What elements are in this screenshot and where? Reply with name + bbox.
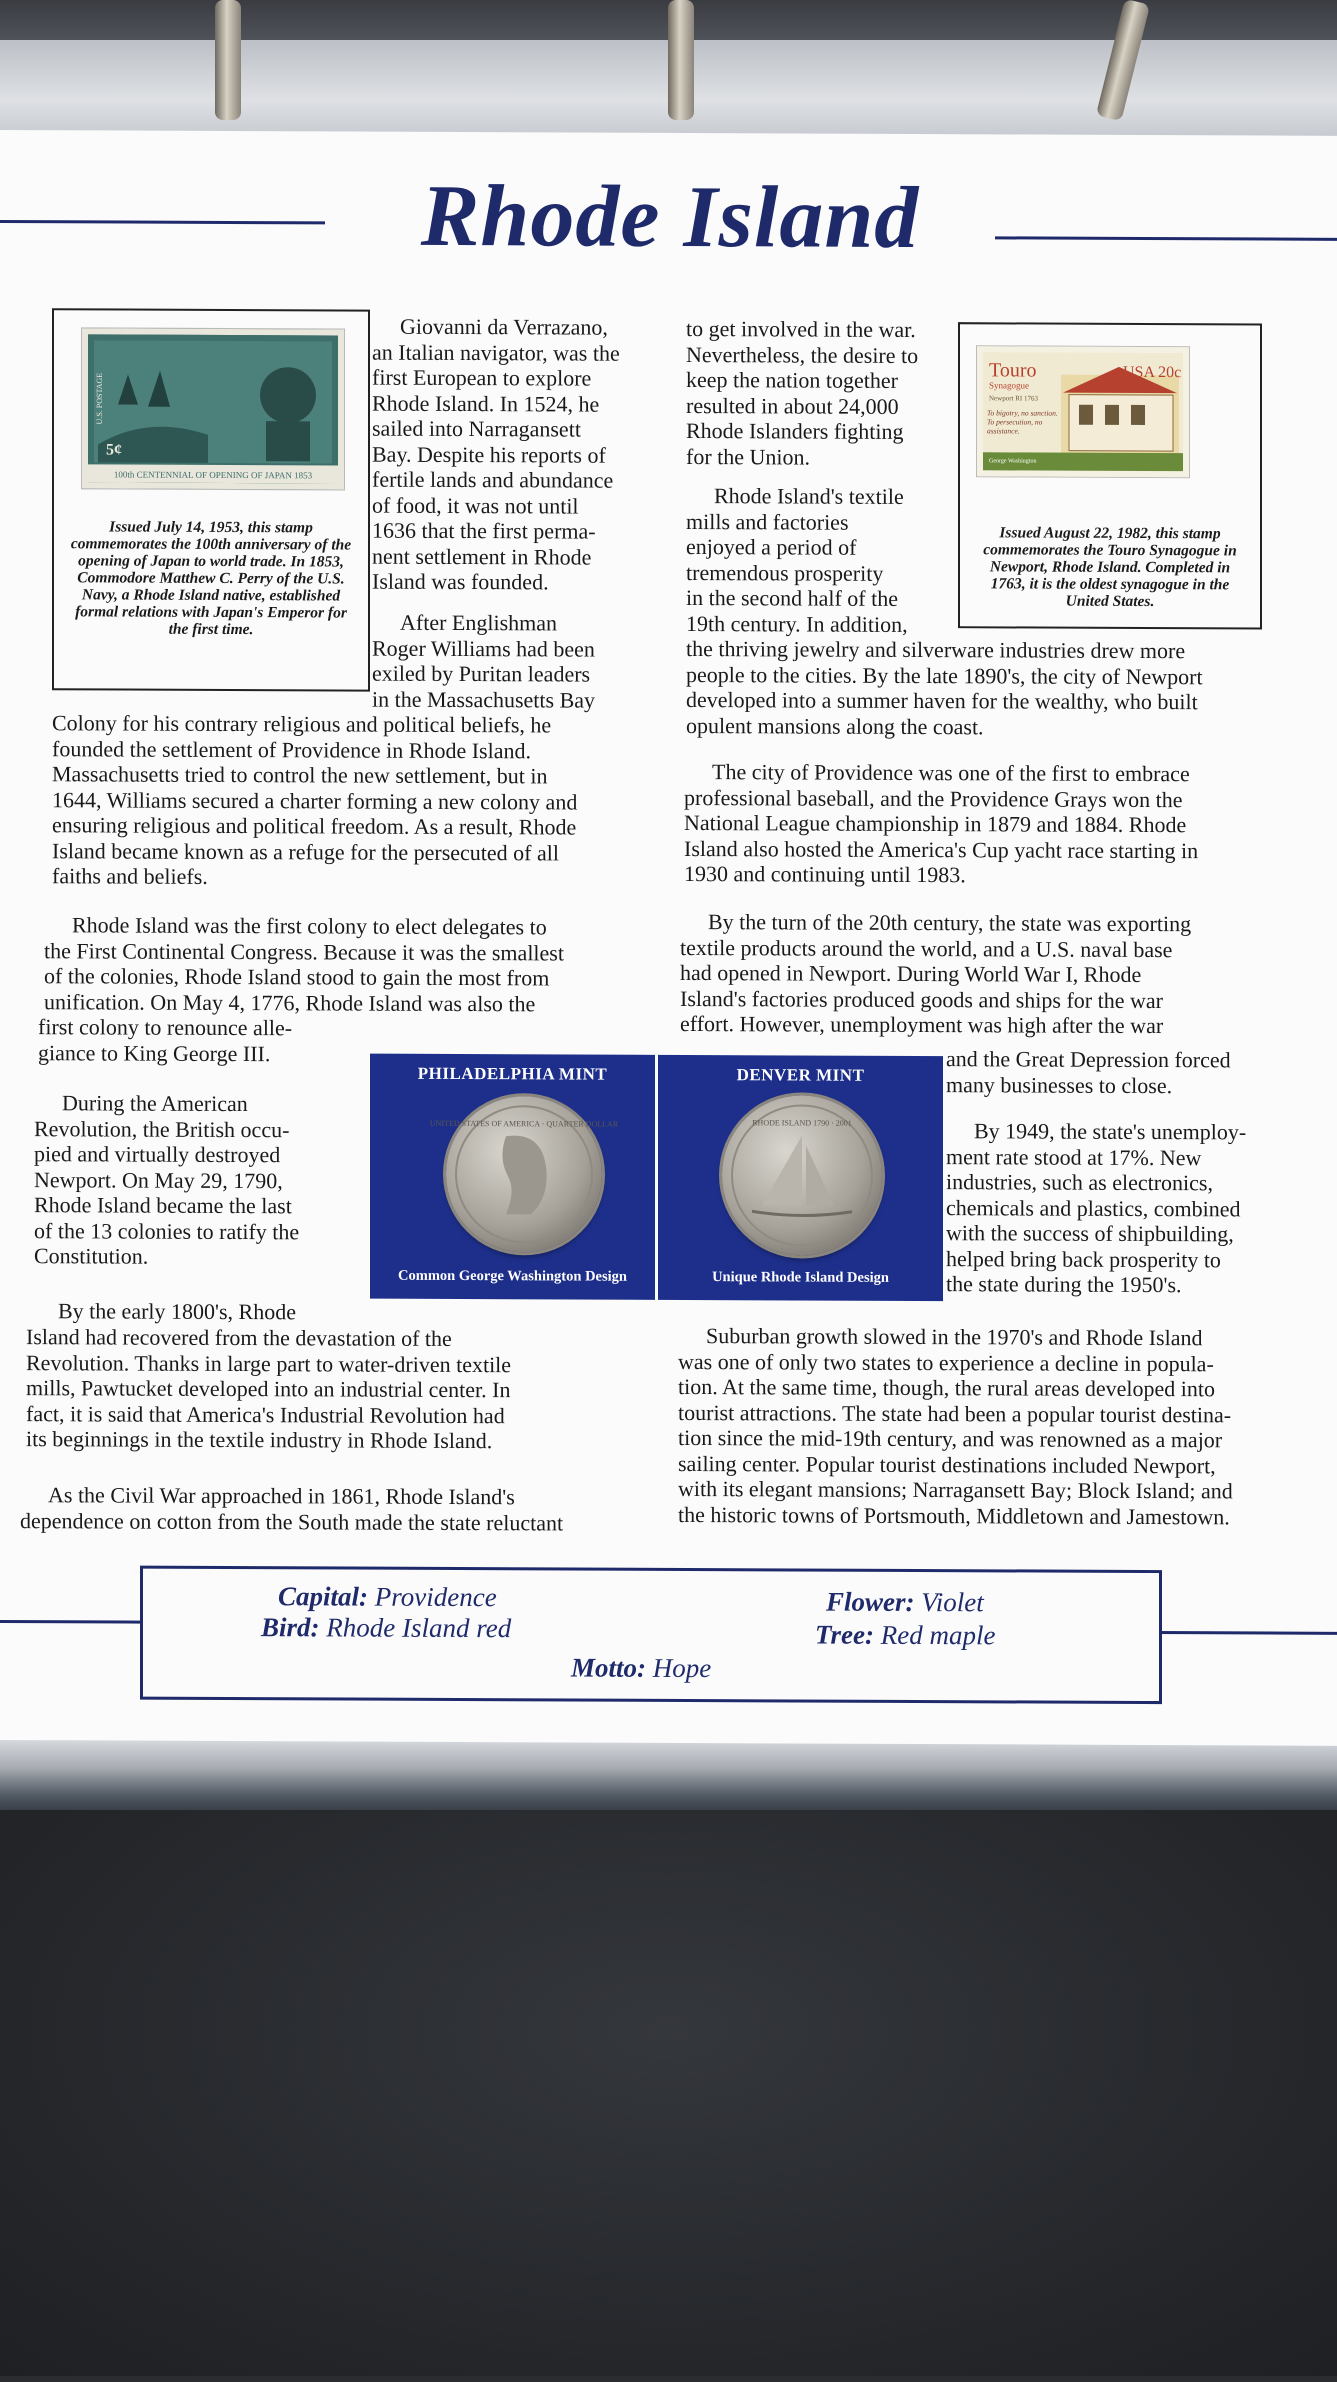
text-line: mills and factories [686,508,849,535]
motto-value: Hope [652,1652,712,1684]
perry-stamp-caption: Issued July 14, 1953, this stamp commemorates the 100th anniversary of the opening of Japan to world trade. In 1853, Commodore Matthew C. Perry of the U.S. Navy, a Rhode Island native, established formal relations with Japan's Emperor for the first time. [70,518,352,639]
text-line: fact, it is said that America's Industrial Revolution had [26,1400,505,1428]
capital-label: Capital: [278,1581,369,1612]
flower-label: Flower: [826,1586,915,1617]
text-line: Nevertheless, the desire to [686,341,919,368]
text-line: tion. At the same time, though, the rural areas developed into [678,1373,1216,1402]
text-line: first European to explore [372,364,592,391]
flower-value: Violet [921,1587,984,1618]
touro-stamp-name: Touro [989,359,1037,382]
text-line: people to the cities. By the late 1890's, the city of Newport [686,661,1203,689]
text-line: Suburban growth slowed in the 1970's and Rhode Island [706,1323,1203,1351]
text-line: the historic towns of Portsmouth, Middletown and Jamestown. [678,1501,1230,1529]
text-line: tourist attractions. The state had been a popular tourist destina- [678,1399,1232,1427]
text-line: 1636 that the first perma- [372,517,596,544]
text-line: Revolution, the British occu- [34,1115,290,1142]
text-line: to get involved in the war. [686,315,916,342]
col1-p3b [38,1014,358,1066]
text-line: exiled by Puritan leaders [372,660,591,687]
touro-stamp-quote-author: George Washington [989,458,1037,465]
text-line: Giovanni da Verrazano, [400,313,608,340]
motto-label: Motto: [571,1652,647,1683]
col2-p2a [686,483,948,637]
text-line: its beginnings in the textile industry in Rhode Island. [26,1426,493,1454]
touro-stamp [977,346,1189,477]
stamp-frame-left [52,308,370,691]
touro-stamp-art [983,352,1183,471]
col2-p6 [678,1323,1282,1530]
text-line: The city of Providence was one of the first to embrace [712,759,1190,787]
perry-stamp-inscription: U.S. POSTAGE [95,372,104,425]
text-line: the thriving jewelry and silverware industries drew more [686,635,1186,664]
col1-p5a [30,1298,350,1325]
washington-quarter-art [429,1096,619,1253]
col2-p4a [680,909,1264,1039]
text-line: ment rate stood at 17%. New [946,1143,1202,1170]
bird-value: Rhode Island red [326,1612,512,1644]
title-rule-right [995,236,1337,240]
text-line: opulent mansions along the coast. [686,712,984,739]
text-line: many businesses to close. [946,1071,1173,1098]
text-line: 1644, Williams secured a charter forming a new colony and [52,786,578,815]
text-line: in the second half of the [686,584,898,611]
col1-p4 [34,1090,354,1270]
title-rule-left [0,220,325,224]
touro-stamp-place: Newport RI 1763 [989,394,1038,403]
state-facts-box [140,1566,1162,1704]
perry-stamp-bottom-text: 100th CENTENNIAL OF OPENING OF JAPAN 1853 [113,469,313,481]
text-line: textile products around the world, and a U.S. naval base [680,934,1173,962]
text-line: of the 13 colonies to ratify the [34,1217,300,1244]
text-line: pied and virtually destroyed [34,1141,281,1168]
denver-mint-title: DENVER MINT [736,1065,865,1085]
text-line: with its elegant mansions; Narragansett Bay; Block Island; and [678,1475,1233,1504]
text-line: tion since the mid-19th century, and was renowned as a major [678,1424,1223,1453]
perry-stamp-art [88,334,338,483]
denver-mint-panel [658,1055,943,1301]
col1-p5b [26,1324,606,1454]
text-line: with the success of shipbuilding, [946,1220,1234,1247]
touro-stamp-caption: Issued August 22, 1982, this stamp commemorates the Touro Synagogue in Newport, Rhode Island. Completed in 1763, it is the oldest synagogue in the United States. [983,524,1237,611]
text-line: industries, such as electronics, [946,1169,1213,1196]
denver-mint-caption: Unique Rhode Island Design [712,1269,889,1286]
perry-stamp [82,328,344,489]
text-line: professional baseball, and the Providence Grays won the [684,784,1183,812]
col1-p1 [372,314,634,596]
text-line: As the Civil War approached in 1861, Rhode Island's [48,1482,515,1510]
text-line: resulted in about 24,000 [686,392,899,419]
capital-fact [278,1581,497,1613]
rhode-island-quarter-coin [722,1095,882,1256]
text-line: Rhode Island was the first colony to elect delegates to [72,912,547,940]
text-line: developed into a summer haven for the wealthy, who built [686,686,1198,715]
touro-stamp-sub: Synagogue [989,380,1029,391]
tree-label: Tree: [815,1619,874,1650]
text-line: nent settlement in Rhode [372,543,592,570]
text-line: Rhode Island's textile [714,483,904,509]
text-line: of food, it was not until [372,492,579,519]
text-line: Island became known as a refuge for the persecuted of all [52,837,559,865]
col1-p3a [44,912,624,1017]
text-line: keep the nation together [686,366,898,393]
text-line: Colony for his contrary religious and political beliefs, he [52,710,552,738]
text-line: ensuring religious and political freedom. As a result, Rhode [52,812,577,840]
col2-p1 [686,316,948,470]
stamp-frame-right [958,322,1262,629]
facts-rule-left [0,1620,142,1624]
text-line: 1930 and continuing until 1983. [684,860,966,888]
tree-value: Red maple [880,1619,996,1651]
text-line: an Italian navigator, was the [372,339,620,366]
text-line: first colony to renounce alle- [38,1014,293,1041]
text-line: founded the settlement of Providence in Rhode Island. [52,735,531,763]
text-line: the state during the 1950's. [946,1271,1182,1298]
text-line: helped bring back prosperity to [946,1245,1221,1272]
col1-p2b [52,710,632,891]
text-line: Rhode Island. In 1524, he [372,390,600,417]
text-line: Rhode Islanders fighting [686,417,904,444]
text-line: tremendous prosperity [686,559,884,586]
text-line: sailed into Narragansett [372,415,581,442]
text-line: Island's factories produced goods and ships for the war [680,985,1163,1013]
text-line: Bay. Despite his reports of [372,441,606,468]
tree-fact [815,1620,995,1652]
text-line: 19th century. In addition, [686,610,908,637]
text-line: in the Massachusetts Bay [372,686,596,713]
touro-stamp-quote: To bigotry, no sanction. To persecution, no assistance. [987,408,1058,436]
text-line: Island also hosted the America's Cup yacht race starting in [684,835,1199,863]
motto-fact [571,1652,711,1684]
text-line: Island was founded. [372,568,549,595]
philadelphia-mint-panel [370,1054,655,1300]
text-line: Revolution. Thanks in large part to water-driven textile [26,1349,512,1377]
text-line: By the turn of the 20th century, the state was exporting [708,909,1192,937]
text-line: By the early 1800's, Rhode [58,1298,296,1325]
washington-quarter-text: UNITED STATES OF AMERICA · QUARTER DOLLAR [429,1118,619,1129]
text-line: During the American [62,1090,248,1117]
philadelphia-mint-caption: Common George Washington Design [398,1267,627,1285]
text-line: fertile lands and abundance [372,466,614,493]
text-line: Rhode Island became the last [34,1192,292,1219]
philadelphia-mint-title: PHILADELPHIA MINT [417,1063,608,1084]
washington-quarter-coin [429,1096,619,1253]
facts-rule-right [1156,1631,1337,1635]
page-title: Rhode Island [420,167,920,268]
text-line: dependence on cotton from the South made the state reluctant [20,1507,564,1535]
text-line: and the Great Depression forced [946,1046,1231,1073]
bird-label: Bird: [261,1612,320,1643]
text-line: of the colonies, Rhode Island stood to gain the most from [44,963,550,991]
bird-fact [261,1612,511,1644]
col2-p4b [946,1046,1266,1098]
text-line: effort. However, unemployment was high after the war [680,1010,1164,1039]
text-line: Roger Williams had been [372,635,595,662]
text-line: unification. On May 4, 1776, Rhode Island was also the [44,988,536,1016]
col2-p3 [684,759,1264,889]
text-line: Massachusetts tried to control the new settlement, but in [52,761,548,789]
rhode-island-quarter-art [722,1095,882,1256]
text-line: was one of only two states to experience a decline in popula- [678,1348,1214,1376]
text-line: faiths and beliefs. [52,863,208,889]
col2-p5 [946,1118,1276,1298]
text-line: Newport. On May 29, 1790, [34,1166,283,1193]
col1-p6 [20,1482,628,1536]
col2-p2b [686,636,1266,741]
text-line: mills, Pawtucket developed into an industrial center. In [26,1375,511,1403]
col1-p2a [372,610,634,713]
text-line: By 1949, the state's unemploy- [974,1118,1247,1145]
text-line: the First Continental Congress. Because it was the smallest [44,937,564,965]
touro-stamp-value: USA 20c [1123,363,1182,382]
text-line: National League championship in 1879 and 1884. Rhode [684,809,1187,838]
album-page [0,130,1337,1746]
text-line: chemicals and plastics, combined [946,1194,1241,1221]
capital-value: Providence [374,1581,497,1613]
text-line: had opened in Newport. During World War I, Rhode [680,959,1142,987]
text-line: Island had recovered from the devastation of the [26,1324,452,1351]
rhode-island-quarter-text: RHODE ISLAND 1790 · 2001 [752,1118,852,1128]
text-line: After Englishman [400,609,558,636]
flower-fact [826,1587,984,1619]
text-line: Constitution. [34,1243,149,1269]
text-line: giance to King George III. [38,1039,271,1066]
text-line: enjoyed a period of [686,533,857,560]
text-line: sailing center. Popular tourist destinations included Newport, [678,1450,1216,1478]
text-line: for the Union. [686,443,811,470]
perry-stamp-denomination: 5¢ [106,441,122,459]
